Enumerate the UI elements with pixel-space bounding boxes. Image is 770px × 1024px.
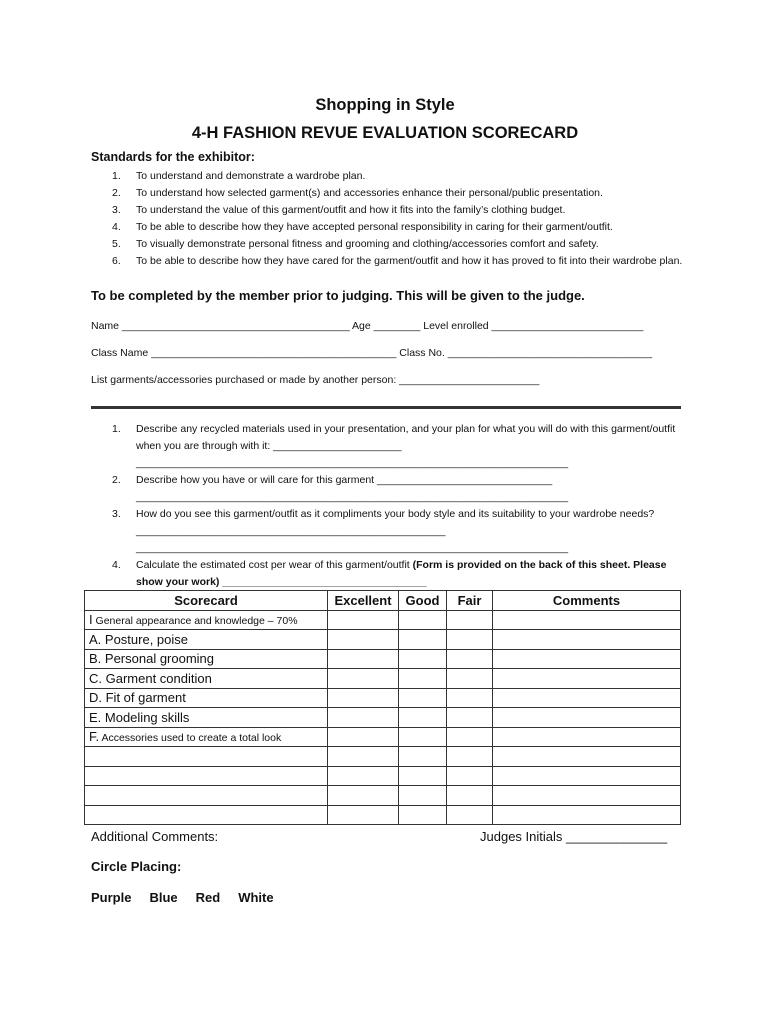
criterion-label: C. Garment condition [85,669,328,689]
good-cell[interactable] [399,786,447,806]
comments-cell[interactable] [493,669,681,689]
criterion-label[interactable] [85,786,328,806]
placing-blue[interactable]: Blue [149,890,178,905]
table-row [85,747,681,767]
comments-cell[interactable] [493,805,681,825]
placing-red[interactable]: Red [195,890,221,905]
question-3[interactable]: 3. How do you see this garment/outfit as it compliments your body style and its suitability to your wardrobe needs? _____________________________________________________ __________________________________________________________________________ [112,508,655,554]
judges-initials-field[interactable]: Judges Initials ______________ [480,829,668,844]
member-instructions: To be completed by the member prior to judging. This will be given to the judge. [91,288,585,303]
criterion-label[interactable] [85,805,328,825]
fair-cell[interactable] [447,727,493,747]
placing-options [91,890,274,905]
fair-cell[interactable] [447,708,493,728]
section-divider [91,406,681,409]
excellent-cell[interactable] [328,708,399,728]
header-excellent: Excellent [328,591,399,611]
good-cell[interactable] [399,649,447,669]
fair-cell[interactable] [447,649,493,669]
excellent-cell[interactable] [328,805,399,825]
fair-cell[interactable] [447,747,493,767]
placing-white[interactable]: White [238,890,274,905]
good-cell[interactable] [399,747,447,767]
table-row [85,669,681,689]
class-name-field[interactable]: Class Name __________________________________________ Class No. ___________________________________ [91,347,653,359]
question-1[interactable]: 1. Describe any recycled materials used in your presentation, and your plan for what you will do with this garment/outfit when you are through with it: ______________________ __________________________________________________________________________ [112,423,676,469]
good-cell[interactable] [399,669,447,689]
criterion-label[interactable] [85,747,328,767]
header-good: Good [399,591,447,611]
excellent-cell[interactable] [328,669,399,689]
standard-item: 2. To understand how selected garment(s) and accessories enhance their personal/public presentation. [112,187,603,199]
header-comments: Comments [493,591,681,611]
garments-list-field[interactable]: List garments/accessories purchased or made by another person: ________________________ [91,374,540,386]
standard-item: 5. To visually demonstrate personal fitness and grooming and clothing/accessories comfort and safety. [112,238,599,250]
comments-cell[interactable] [493,630,681,650]
document-title: Shopping in Style [315,96,455,114]
standard-item: 4. To be able to describe how they have accepted personal responsibility in caring for their garment/outfit. [112,221,613,233]
name-age-level-field[interactable]: Name _______________________________________ Age ________ Level enrolled __________________________ [91,320,644,332]
criterion-label: E. Modeling skills [85,708,328,728]
comments-cell[interactable] [493,727,681,747]
standards-list [91,168,691,270]
comments-cell[interactable] [493,649,681,669]
criterion-label: B. Personal grooming [85,649,328,669]
placing-purple[interactable]: Purple [91,890,132,905]
comments-cell[interactable] [493,766,681,786]
table-row [85,688,681,708]
good-cell[interactable] [399,630,447,650]
question-2[interactable]: 2. Describe how you have or will care for this garment ______________________________ __________________________________________________________________________ [112,474,569,503]
comments-cell[interactable] [493,747,681,767]
comments-cell[interactable] [493,786,681,806]
good-cell[interactable] [399,766,447,786]
excellent-cell[interactable] [328,610,399,630]
good-cell[interactable] [399,727,447,747]
table-row [85,786,681,806]
excellent-cell[interactable] [328,786,399,806]
table-header-row [85,591,681,611]
header-scorecard: Scorecard [85,591,328,611]
additional-comments-label: Additional Comments: [91,829,219,844]
excellent-cell[interactable] [328,688,399,708]
criterion-label: A. Posture, poise [85,630,328,650]
table-row [85,630,681,650]
circle-placing-label: Circle Placing: [91,859,182,874]
good-cell[interactable] [399,610,447,630]
good-cell[interactable] [399,805,447,825]
standards-heading: Standards for the exhibitor: [91,150,255,164]
standard-item: 3. To understand the value of this garment/outfit and how it fits into the family’s clothing budget. [112,204,566,216]
header-fair: Fair [447,591,493,611]
fair-cell[interactable] [447,805,493,825]
excellent-cell[interactable] [328,649,399,669]
fair-cell[interactable] [447,688,493,708]
standard-item: 6. To be able to describe how they have cared for the garment/outfit and how it has proved to fit into their wardrobe plan. [112,255,683,267]
fair-cell[interactable] [447,669,493,689]
table-row [85,708,681,728]
document-subtitle: 4-H FASHION REVUE EVALUATION SCORECARD [191,124,579,142]
scorecard-table [84,590,681,825]
excellent-cell[interactable] [328,766,399,786]
criterion-label[interactable] [85,766,328,786]
table-row [85,610,681,630]
comments-cell[interactable] [493,708,681,728]
good-cell[interactable] [399,688,447,708]
criterion-label: D. Fit of garment [85,688,328,708]
criterion-label: F. Accessories used to create a total look [85,727,328,747]
fair-cell[interactable] [447,610,493,630]
fair-cell[interactable] [447,630,493,650]
table-row [85,727,681,747]
table-row [85,805,681,825]
fair-cell[interactable] [447,786,493,806]
table-row [85,649,681,669]
excellent-cell[interactable] [328,747,399,767]
standard-item: 1. To understand and demonstrate a wardrobe plan. [112,170,366,182]
comments-cell[interactable] [493,610,681,630]
excellent-cell[interactable] [328,630,399,650]
criterion-label: I General appearance and knowledge – 70% [85,610,328,630]
comments-cell[interactable] [493,688,681,708]
fair-cell[interactable] [447,766,493,786]
question-4[interactable]: 4. Calculate the estimated cost per wear of this garment/outfit (Form is provided on the back of this sheet. Please show your work) ___________________________________ [112,559,667,588]
table-row [85,766,681,786]
excellent-cell[interactable] [328,727,399,747]
good-cell[interactable] [399,708,447,728]
